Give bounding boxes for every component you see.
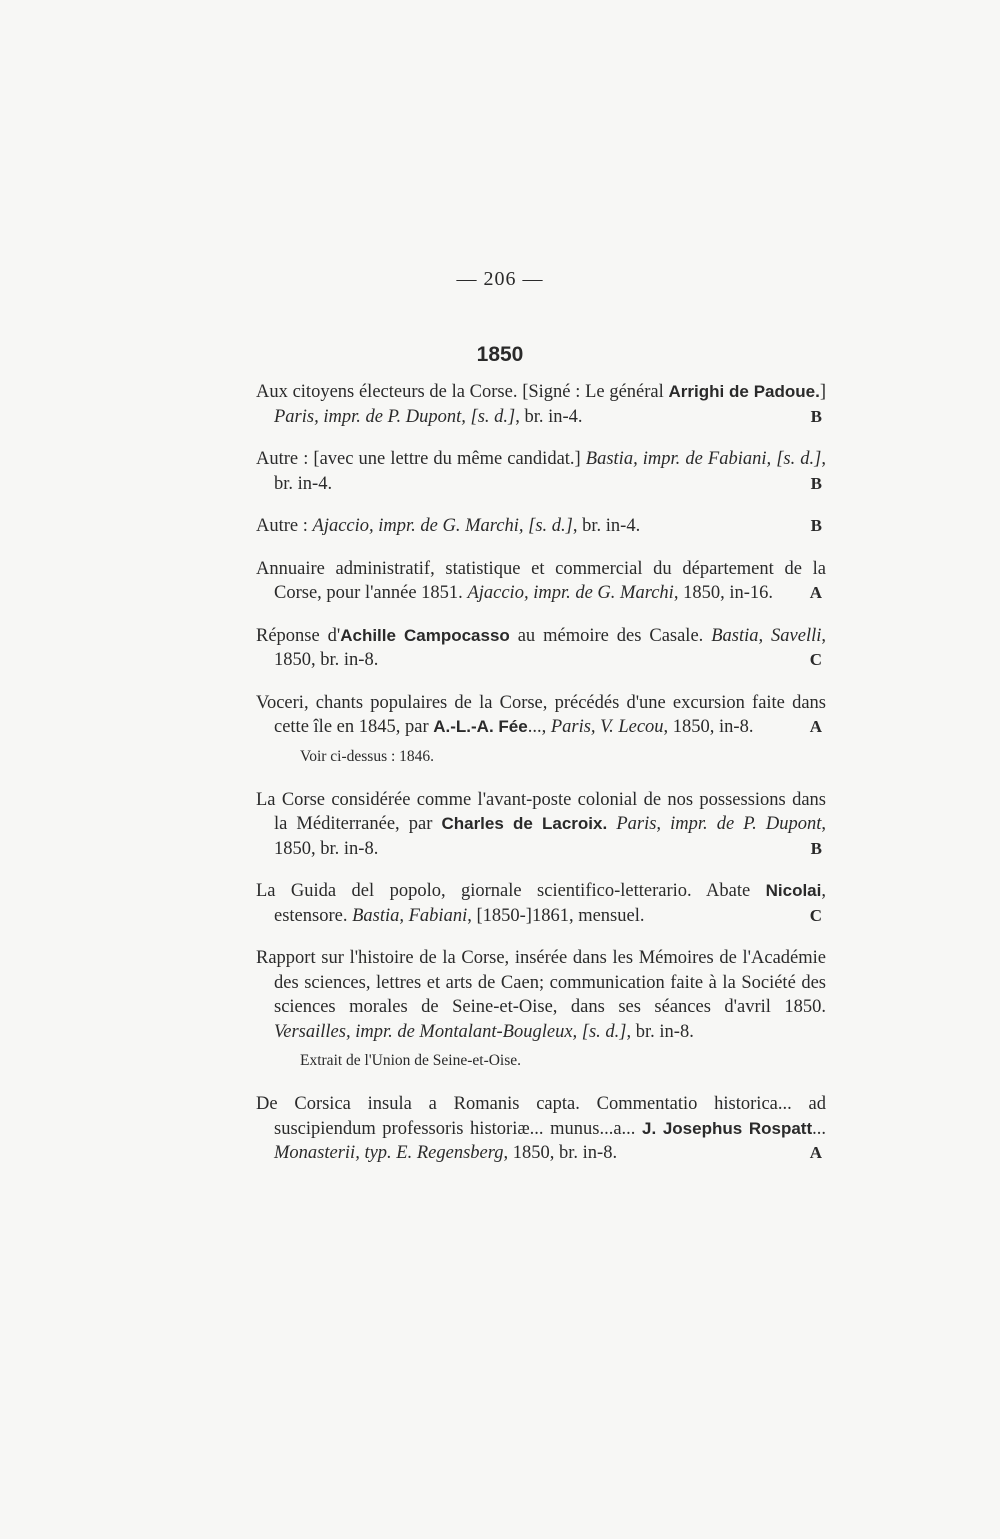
library-code: B bbox=[810, 516, 822, 535]
bibliography-entry-10: De Corsica insula a Romanis capta. Commentatio historica... ad suscipiendum professoris historiæ... munus...a... J. Josephus Rospatt... Monasterii, typ. E. Regensberg, 1850, br. in-8. A bbox=[256, 1092, 826, 1166]
entry-note: Extrait de l'Union de Seine-et-Oise. bbox=[300, 1052, 522, 1069]
bibliography-entry-5: Réponse d'Achille Campocasso au mémoire des Casale. Bastia, Savelli, 1850, br. in-8. C bbox=[256, 624, 826, 673]
library-code: A bbox=[809, 717, 822, 736]
library-code: C bbox=[809, 650, 822, 669]
bibliography-entry-2: Autre : [avec une lettre du même candidat.] Bastia, impr. de Fabiani, [s. d.], br. in-4. B bbox=[256, 447, 826, 496]
bibliography-entry-3: Autre : Ajaccio, impr. de G. Marchi, [s. d.], br. in-4. B bbox=[256, 514, 826, 539]
bibliography-entry-8: La Guida del popolo, giornale scientifico-letterario. Abate Nicolai, estensore. Bastia, Fabiani, [1850-]1861, mensuel. C bbox=[256, 879, 826, 928]
year-heading: 1850 bbox=[476, 343, 524, 366]
library-code: B bbox=[810, 838, 822, 858]
page-number: — 206 — bbox=[456, 268, 544, 290]
library-code: C bbox=[809, 905, 822, 925]
bibliography-entry-7: La Corse considérée comme l'avant-poste colonial de nos possessions dans la Méditerranée, par Charles de Lacroix. Paris, impr. de P. Dupont, 1850, br. in-8. B bbox=[256, 788, 826, 862]
bibliography-entry-1: Aux citoyens électeurs de la Corse. [Signé : Le général Arrighi de Padoue.] Paris, impr. de P. Dupont, [s. d.], br. in-4. B bbox=[256, 380, 826, 429]
library-code: B bbox=[810, 406, 822, 426]
bibliography-list bbox=[256, 380, 826, 1184]
bibliography-entry-6: Voceri, chants populaires de la Corse, précédés d'une excursion faite dans cette île en 1845, par A.-L.-A. Fée..., Paris, V. Lecou, 1850, in-8. A bbox=[256, 691, 826, 740]
library-code: A bbox=[809, 583, 822, 602]
bibliography-entry-4: Annuaire administratif, statistique et commercial du département de la Corse, pour l'année 1851. Ajaccio, impr. de G. Marchi, 1850, in-16. A bbox=[256, 557, 826, 606]
entry-note: Voir ci-dessus : 1846. bbox=[300, 747, 435, 765]
bibliography-entry-9: Rapport sur l'histoire de la Corse, insérée dans les Mémoires de l'Académie des sciences, lettres et arts de Caen; communication faite à la Société des sciences morales de Seine-et-Oise, dans ses séances d'avril 1850. Versailles, impr. de Montalant-Bougleux, [s. d.], br. in-8. bbox=[256, 948, 826, 1042]
library-code: A bbox=[809, 1143, 822, 1162]
library-code: B bbox=[810, 473, 822, 493]
